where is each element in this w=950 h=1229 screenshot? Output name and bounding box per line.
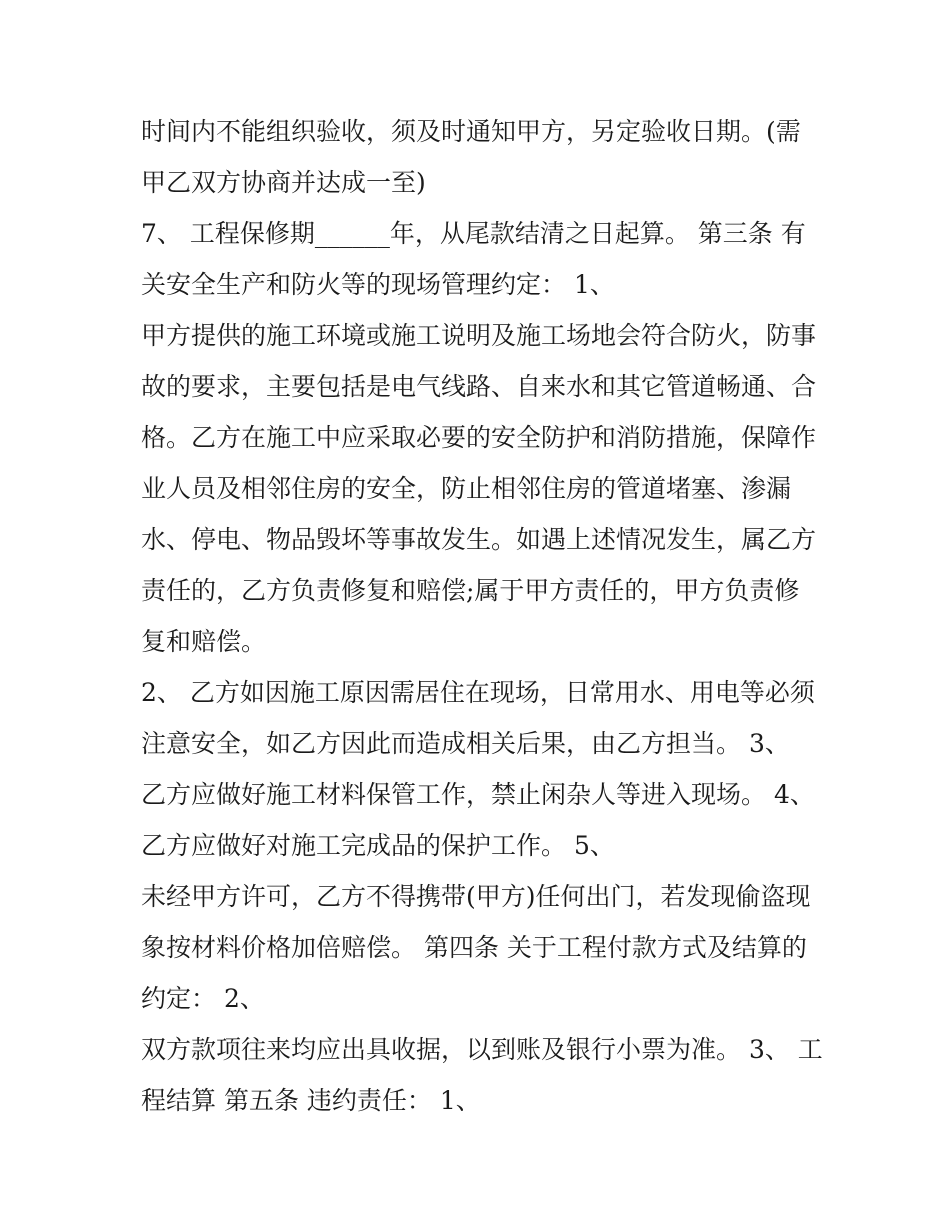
text-line: 7、 工程保修期______年，从尾款结清之日起算。 第三条 有 <box>141 219 806 248</box>
text-line: 2、 乙方如因施工原因需居住在现场，日常用水、用电等必须 <box>141 678 815 707</box>
text-line: 水、停电、物品毁坏等事故发生。如遇上述情况发生，属乙方 <box>141 525 817 554</box>
text-line: 注意安全，如乙方因此而造成相关后果，由乙方担当。 3、 <box>141 729 790 758</box>
text-line: 乙方应做好施工材料保管工作，禁止闲杂人等进入现场。 4、 <box>141 780 815 809</box>
text-line: 乙方应做好对施工完成品的保护工作。 5、 <box>141 831 615 860</box>
text-line: 业人员及相邻住房的安全，防止相邻住房的管道堵塞、渗漏 <box>141 474 792 503</box>
text-line: 时间内不能组织验收，须及时通知甲方，另定验收日期。(需 <box>141 117 801 146</box>
text-line: 格。乙方在施工中应采取必要的安全防护和消防措施，保障作 <box>141 423 817 452</box>
text-line: 甲乙双方协商并达成一至) <box>141 168 426 197</box>
text-line: 甲方提供的施工环境或施工说明及施工场地会符合防火，防事 <box>141 321 817 350</box>
text-line: 未经甲方许可，乙方不得携带(甲方)任何出门，若发现偷盗现 <box>141 882 811 911</box>
text-line: 程结算 第五条 违约责任： 1、 <box>141 1086 481 1115</box>
text-line: 约定： 2、 <box>141 984 265 1013</box>
text-line: 责任的，乙方负责修复和赔偿;属于甲方责任的，甲方负责修 <box>141 576 800 605</box>
text-line: 关安全生产和防火等的现场管理约定： 1、 <box>141 270 615 299</box>
document-body <box>141 106 831 1126</box>
text-line: 复和赔偿。 <box>141 627 267 656</box>
text-line: 双方款项往来均应出具收据，以到账及银行小票为准。 3、 工 <box>141 1035 823 1064</box>
text-line: 象按材料价格加倍赔偿。 第四条 关于工程付款方式及结算的 <box>141 933 807 962</box>
text-line: 故的要求，主要包括是电气线路、自来水和其它管道畅通、合 <box>141 372 817 401</box>
